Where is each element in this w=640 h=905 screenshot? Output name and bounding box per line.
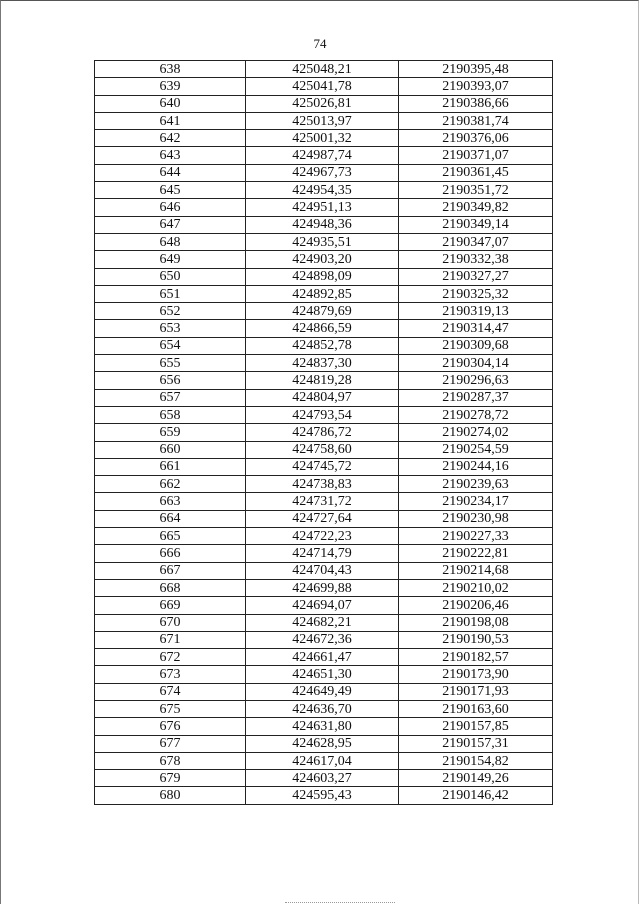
y-coordinate-cell: 2190349,14: [399, 216, 553, 233]
y-coordinate-cell: 2190278,72: [399, 406, 553, 423]
point-number-cell: 659: [95, 424, 246, 441]
table-row: [95, 406, 553, 423]
point-number-cell: 664: [95, 510, 246, 527]
y-coordinate-cell: 2190230,98: [399, 510, 553, 527]
table-row: [95, 182, 553, 199]
x-coordinate-cell: 424628,95: [246, 735, 399, 752]
table-row: [95, 147, 553, 164]
table-row: [95, 337, 553, 354]
point-number-cell: 652: [95, 303, 246, 320]
x-coordinate-cell: 424837,30: [246, 355, 399, 372]
x-coordinate-cell: 424987,74: [246, 147, 399, 164]
x-coordinate-cell: 424903,20: [246, 251, 399, 268]
x-coordinate-cell: 425048,21: [246, 61, 399, 78]
x-coordinate-cell: 424672,36: [246, 631, 399, 648]
table-row: [95, 735, 553, 752]
x-coordinate-cell: 424758,60: [246, 441, 399, 458]
table-row: [95, 528, 553, 545]
point-number-cell: 680: [95, 787, 246, 804]
point-number-cell: 675: [95, 700, 246, 717]
y-coordinate-cell: 2190210,02: [399, 579, 553, 596]
y-coordinate-cell: 2190296,63: [399, 372, 553, 389]
y-coordinate-cell: 2190376,06: [399, 130, 553, 147]
x-coordinate-cell: 424595,43: [246, 787, 399, 804]
y-coordinate-cell: 2190171,93: [399, 683, 553, 700]
x-coordinate-cell: 424603,27: [246, 770, 399, 787]
x-coordinate-cell: 424694,07: [246, 597, 399, 614]
x-coordinate-cell: 424819,28: [246, 372, 399, 389]
point-number-cell: 639: [95, 78, 246, 95]
point-number-cell: 663: [95, 493, 246, 510]
x-coordinate-cell: 424651,30: [246, 666, 399, 683]
table-row: [95, 666, 553, 683]
point-number-cell: 649: [95, 251, 246, 268]
point-number-cell: 677: [95, 735, 246, 752]
page-number: 74: [313, 36, 327, 51]
point-number-cell: 672: [95, 649, 246, 666]
point-number-cell: 670: [95, 614, 246, 631]
point-number-cell: 668: [95, 579, 246, 596]
x-coordinate-cell: 424879,69: [246, 303, 399, 320]
x-coordinate-cell: 424852,78: [246, 337, 399, 354]
point-number-cell: 676: [95, 718, 246, 735]
point-number-cell: 666: [95, 545, 246, 562]
point-number-cell: 667: [95, 562, 246, 579]
table-row: [95, 597, 553, 614]
y-coordinate-cell: 2190274,02: [399, 424, 553, 441]
table-row: [95, 233, 553, 250]
x-coordinate-cell: 424617,04: [246, 752, 399, 769]
y-coordinate-cell: 2190154,82: [399, 752, 553, 769]
table-row: [95, 752, 553, 769]
table-row: [95, 718, 553, 735]
point-number-cell: 644: [95, 164, 246, 181]
y-coordinate-cell: 2190173,90: [399, 666, 553, 683]
x-coordinate-cell: 424745,72: [246, 458, 399, 475]
table-row: [95, 112, 553, 129]
y-coordinate-cell: 2190163,60: [399, 700, 553, 717]
point-number-cell: 656: [95, 372, 246, 389]
y-coordinate-cell: 2190287,37: [399, 389, 553, 406]
point-number-cell: 679: [95, 770, 246, 787]
table-row: [95, 510, 553, 527]
x-coordinate-cell: 424804,97: [246, 389, 399, 406]
y-coordinate-cell: 2190234,17: [399, 493, 553, 510]
table-row: [95, 545, 553, 562]
y-coordinate-cell: 2190381,74: [399, 112, 553, 129]
table-row: [95, 372, 553, 389]
table-row: [95, 683, 553, 700]
table-row: [95, 787, 553, 804]
x-coordinate-cell: 424967,73: [246, 164, 399, 181]
table-row: [95, 78, 553, 95]
point-number-cell: 654: [95, 337, 246, 354]
table-row: [95, 476, 553, 493]
point-number-cell: 660: [95, 441, 246, 458]
x-coordinate-cell: 424636,70: [246, 700, 399, 717]
table-row: [95, 562, 553, 579]
table-row: [95, 579, 553, 596]
table-row: [95, 251, 553, 268]
y-coordinate-cell: 2190157,31: [399, 735, 553, 752]
x-coordinate-cell: 425013,97: [246, 112, 399, 129]
x-coordinate-cell: 424661,47: [246, 649, 399, 666]
point-number-cell: 669: [95, 597, 246, 614]
y-coordinate-cell: 2190371,07: [399, 147, 553, 164]
y-coordinate-cell: 2190146,42: [399, 787, 553, 804]
y-coordinate-cell: 2190325,32: [399, 285, 553, 302]
point-number-cell: 651: [95, 285, 246, 302]
x-coordinate-cell: 425001,32: [246, 130, 399, 147]
x-coordinate-cell: 425026,81: [246, 95, 399, 112]
table-row: [95, 320, 553, 337]
table-row: [95, 216, 553, 233]
y-coordinate-cell: 2190182,57: [399, 649, 553, 666]
table-row: [95, 130, 553, 147]
y-coordinate-cell: 2190244,16: [399, 458, 553, 475]
x-coordinate-cell: 424954,35: [246, 182, 399, 199]
table-row: [95, 61, 553, 78]
x-coordinate-cell: 424727,64: [246, 510, 399, 527]
table-row: [95, 303, 553, 320]
table-row: [95, 649, 553, 666]
point-number-cell: 638: [95, 61, 246, 78]
x-coordinate-cell: 424948,36: [246, 216, 399, 233]
x-coordinate-cell: 424631,80: [246, 718, 399, 735]
table-row: [95, 389, 553, 406]
point-number-cell: 661: [95, 458, 246, 475]
point-number-cell: 653: [95, 320, 246, 337]
x-coordinate-cell: 424731,72: [246, 493, 399, 510]
table-row: [95, 424, 553, 441]
point-number-cell: 665: [95, 528, 246, 545]
y-coordinate-cell: 2190206,46: [399, 597, 553, 614]
table-row: [95, 268, 553, 285]
point-number-cell: 647: [95, 216, 246, 233]
y-coordinate-cell: 2190214,68: [399, 562, 553, 579]
table-row: [95, 493, 553, 510]
table-row: [95, 355, 553, 372]
x-coordinate-cell: 424892,85: [246, 285, 399, 302]
table-row: [95, 614, 553, 631]
x-coordinate-cell: 424786,72: [246, 424, 399, 441]
y-coordinate-cell: 2190222,81: [399, 545, 553, 562]
point-number-cell: 658: [95, 406, 246, 423]
x-coordinate-cell: 424722,23: [246, 528, 399, 545]
y-coordinate-cell: 2190190,53: [399, 631, 553, 648]
point-number-cell: 643: [95, 147, 246, 164]
x-coordinate-cell: 425041,78: [246, 78, 399, 95]
x-coordinate-cell: 424649,49: [246, 683, 399, 700]
y-coordinate-cell: 2190351,72: [399, 182, 553, 199]
point-number-cell: 662: [95, 476, 246, 493]
bottom-dotted-line: [285, 902, 395, 903]
coordinates-table: [94, 60, 553, 805]
point-number-cell: 673: [95, 666, 246, 683]
point-number-cell: 650: [95, 268, 246, 285]
y-coordinate-cell: 2190393,07: [399, 78, 553, 95]
y-coordinate-cell: 2190327,27: [399, 268, 553, 285]
point-number-cell: 671: [95, 631, 246, 648]
y-coordinate-cell: 2190227,33: [399, 528, 553, 545]
y-coordinate-cell: 2190254,59: [399, 441, 553, 458]
x-coordinate-cell: 424898,09: [246, 268, 399, 285]
table-row: [95, 199, 553, 216]
point-number-cell: 640: [95, 95, 246, 112]
x-coordinate-cell: 424714,79: [246, 545, 399, 562]
x-coordinate-cell: 424951,13: [246, 199, 399, 216]
y-coordinate-cell: 2190395,48: [399, 61, 553, 78]
y-coordinate-cell: 2190314,47: [399, 320, 553, 337]
table-row: [95, 700, 553, 717]
y-coordinate-cell: 2190349,82: [399, 199, 553, 216]
table-row: [95, 164, 553, 181]
y-coordinate-cell: 2190198,08: [399, 614, 553, 631]
y-coordinate-cell: 2190309,68: [399, 337, 553, 354]
y-coordinate-cell: 2190149,26: [399, 770, 553, 787]
x-coordinate-cell: 424935,51: [246, 233, 399, 250]
coordinates-table-body: [95, 61, 553, 805]
y-coordinate-cell: 2190304,14: [399, 355, 553, 372]
point-number-cell: 645: [95, 182, 246, 199]
y-coordinate-cell: 2190347,07: [399, 233, 553, 250]
y-coordinate-cell: 2190157,85: [399, 718, 553, 735]
point-number-cell: 657: [95, 389, 246, 406]
table-row: [95, 95, 553, 112]
y-coordinate-cell: 2190319,13: [399, 303, 553, 320]
y-coordinate-cell: 2190332,38: [399, 251, 553, 268]
y-coordinate-cell: 2190361,45: [399, 164, 553, 181]
point-number-cell: 655: [95, 355, 246, 372]
x-coordinate-cell: 424866,59: [246, 320, 399, 337]
x-coordinate-cell: 424682,21: [246, 614, 399, 631]
y-coordinate-cell: 2190386,66: [399, 95, 553, 112]
x-coordinate-cell: 424699,88: [246, 579, 399, 596]
x-coordinate-cell: 424704,43: [246, 562, 399, 579]
y-coordinate-cell: 2190239,63: [399, 476, 553, 493]
point-number-cell: 678: [95, 752, 246, 769]
table-row: [95, 631, 553, 648]
point-number-cell: 648: [95, 233, 246, 250]
x-coordinate-cell: 424793,54: [246, 406, 399, 423]
point-number-cell: 642: [95, 130, 246, 147]
point-number-cell: 646: [95, 199, 246, 216]
point-number-cell: 674: [95, 683, 246, 700]
table-row: [95, 285, 553, 302]
point-number-cell: 641: [95, 112, 246, 129]
table-row: [95, 770, 553, 787]
table-row: [95, 458, 553, 475]
table-row: [95, 441, 553, 458]
x-coordinate-cell: 424738,83: [246, 476, 399, 493]
